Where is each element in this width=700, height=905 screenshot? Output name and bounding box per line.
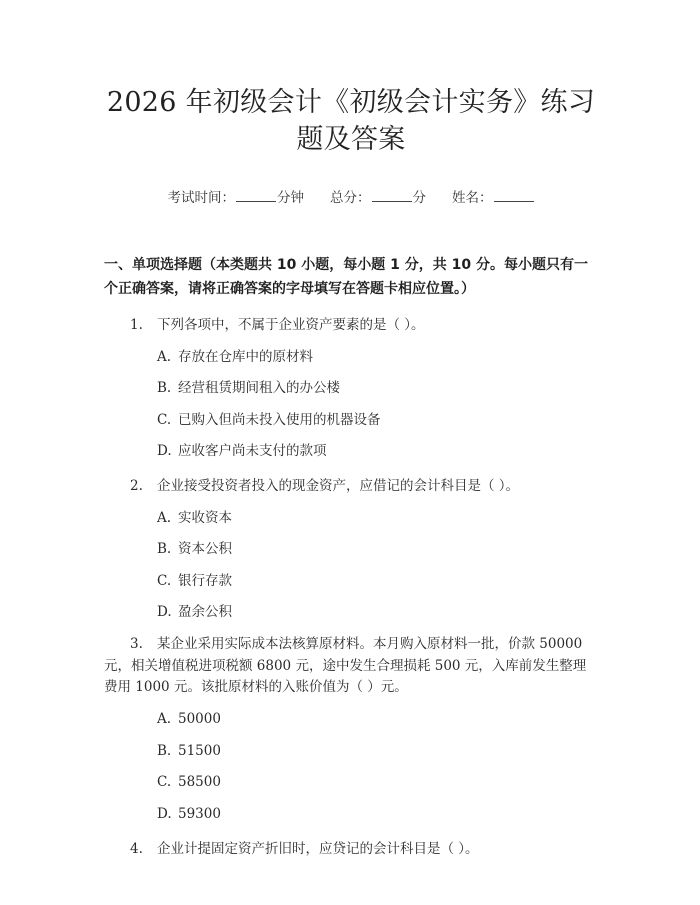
option-text: 银行存款	[178, 572, 232, 589]
option-letter: D.	[157, 604, 172, 620]
exam-time-unit: 分钟	[277, 190, 304, 206]
exam-info	[104, 186, 598, 206]
name-field	[452, 186, 535, 206]
question-2-options	[104, 507, 598, 624]
option-text: 经营租赁期间租入的办公楼	[178, 380, 340, 396]
question-number: 1.	[130, 317, 143, 333]
question-4	[104, 838, 598, 860]
option-letter: A.	[157, 509, 172, 526]
question-number: 3.	[130, 636, 143, 652]
option-item	[104, 409, 598, 431]
total-score-blank[interactable]	[372, 189, 412, 202]
exam-time-label: 考试时间：	[167, 190, 235, 206]
option-item	[104, 538, 598, 560]
option-text: 51500	[178, 742, 221, 759]
question-text: 下列各项中，不属于企业资产要素的是（ ）。	[157, 317, 425, 333]
exam-time-field	[168, 186, 305, 206]
option-letter: B.	[157, 541, 172, 557]
total-score-field	[330, 186, 426, 206]
option-letter: B.	[157, 742, 172, 759]
option-text: 58500	[178, 774, 221, 790]
option-item	[104, 570, 598, 592]
option-text: 已购入但尚未投入使用的机器设备	[178, 411, 381, 428]
option-letter: D.	[157, 443, 172, 459]
question-number: 2.	[130, 478, 143, 494]
total-score-label: 总分：	[330, 190, 371, 206]
option-letter: C.	[157, 774, 172, 790]
option-item	[104, 740, 598, 762]
option-text: 应收客户尚未支付的款项	[178, 443, 327, 459]
exam-time-blank[interactable]	[236, 189, 276, 202]
option-letter: C.	[157, 572, 172, 589]
option-text: 59300	[178, 805, 221, 822]
total-score-unit: 分	[412, 190, 426, 206]
question-text: 某企业采用实际成本法核算原材料。本月购入原材料一批，价款 50000 元，相关增值税进项税额 6800 元，途中发生合理损耗 500 元，入库前发生整理费用 1000 元。该批原材料的入账价值为（ ）元。	[104, 636, 587, 695]
question-number: 4.	[130, 840, 143, 857]
section-heading: 一、单项选择题（本类题共 10 小题，每小题 1 分，共 10 分。每小题只有一个正确答案，请将正确答案的字母填写在答题卡相应位置。）	[104, 257, 588, 297]
document-title: 2026 年初级会计《初级会计实务》练习题及答案	[106, 87, 596, 155]
option-letter: B.	[157, 380, 172, 396]
question-1-options	[104, 346, 598, 463]
question-text: 企业接受投资者投入的现金资产，应借记的会计科目是（ ）。	[157, 478, 520, 494]
option-text: 50000	[178, 711, 221, 727]
option-letter: C.	[157, 411, 172, 428]
option-item	[104, 771, 598, 793]
name-label: 姓名：	[452, 190, 493, 206]
question-3-options	[104, 708, 598, 825]
option-text: 存放在仓库中的原材料	[178, 348, 313, 365]
option-text: 实收资本	[178, 509, 232, 526]
question-2	[104, 475, 598, 497]
question-3	[104, 634, 598, 699]
option-item	[104, 377, 598, 399]
option-item	[104, 440, 598, 462]
name-blank[interactable]	[494, 189, 534, 202]
question-text: 企业计提固定资产折旧时，应贷记的会计科目是（ ）。	[157, 840, 479, 857]
option-item	[104, 803, 598, 825]
option-item	[104, 507, 598, 529]
option-text: 盈余公积	[178, 604, 232, 620]
option-letter: D.	[157, 805, 172, 822]
option-letter: A.	[157, 348, 172, 365]
option-item	[104, 601, 598, 623]
option-item	[104, 708, 598, 730]
option-letter: A.	[157, 711, 172, 727]
option-text: 资本公积	[178, 541, 232, 557]
question-1	[104, 314, 598, 336]
option-item	[104, 346, 598, 368]
